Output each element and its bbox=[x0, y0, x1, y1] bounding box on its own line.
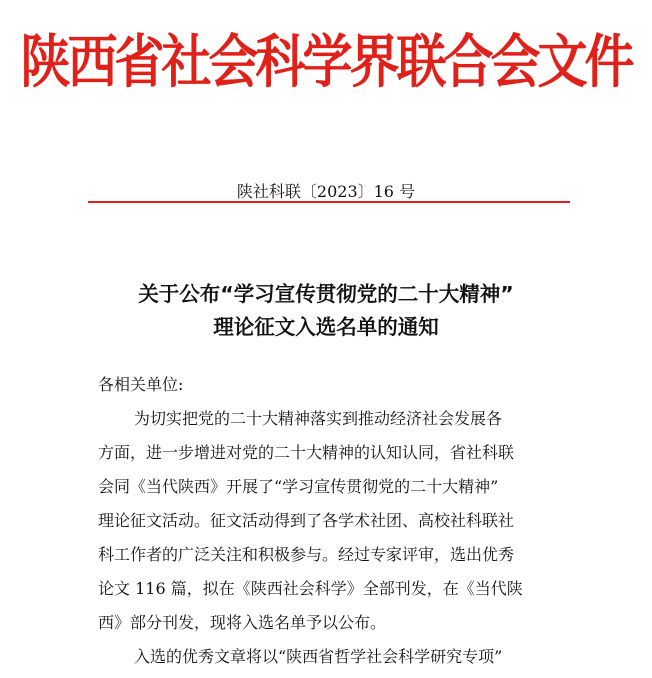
notice-title-line-1: 关于公布“学习宣传贯彻党的二十大精神” bbox=[138, 282, 514, 306]
body-line: 论文 116 篇，拟在《陕西社会科学》全部刊发，在《当代陕 bbox=[98, 579, 523, 598]
body-line: 西》部分刊发，现将入选名单予以公布。 bbox=[98, 613, 387, 632]
body-line: 科工作者的广泛关注和积极参与。经过专家评审，选出优秀 bbox=[98, 545, 515, 564]
salutation: 各相关单位: bbox=[98, 375, 184, 394]
body-line: 理论征文活动。征文活动得到了各学术社团、高校社科联社 bbox=[98, 511, 515, 530]
masthead-title: 陕西省社会科学界联合会文件 bbox=[20, 28, 632, 96]
body-line: 方面，进一步增进对党的二十大精神的认知认同，省社科联 bbox=[98, 443, 515, 462]
red-divider-rule bbox=[88, 201, 570, 203]
notice-title-line-2: 理论征文入选名单的通知 bbox=[213, 315, 439, 339]
body-line: 会同《当代陕西》开展了“学习宣传贯彻党的二十大精神” bbox=[98, 477, 499, 496]
body-line: 为切实把党的二十大精神落实到推动经济社会发展各 bbox=[134, 409, 503, 428]
document-number: 陕社科联〔2023〕16 号 bbox=[236, 182, 416, 201]
body-line: 入选的优秀文章将以“陕西省哲学社会科学研究专项” bbox=[134, 647, 503, 666]
